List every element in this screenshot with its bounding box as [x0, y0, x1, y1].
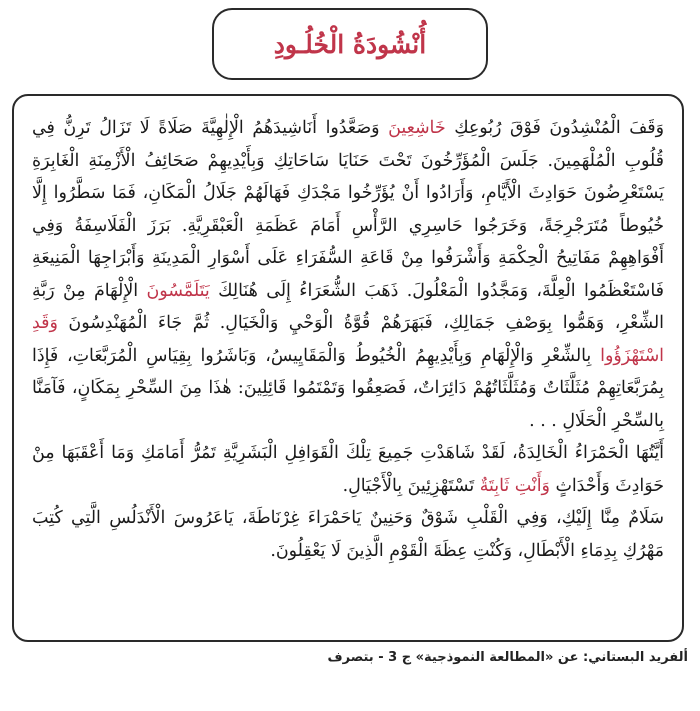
highlighted-phrase: وَأَنْتِ ثَابِتَةٌ: [479, 475, 550, 496]
highlighted-phrase: خَاشِعِينَ: [388, 118, 446, 138]
paragraph-3: [32, 502, 664, 567]
highlighted-phrase: يَتَلَمَّسُونَ: [146, 280, 210, 301]
paragraph-2: [32, 437, 664, 502]
text-segment: الْإِلْهَامَ مِنْ رَبَّةِ الشِّعْرِ، وَهَمُّوا بِوَصْفِ جَمَالِكِ، فَبَهَرَهُمْ قُوَّةُ الْوَحْيِ وَالْخَيَالِ. ثُمَّ جَاءَ الْمُهَنْدِسُونَ: [32, 280, 664, 333]
title-box: [212, 8, 488, 80]
text-segment: بِالشِّعْرِ وَالْإِلْهَامِ وَبِأَيْدِيهِمُ الْخُيُوطُ وَالْمَقَايِيسُ، وَبَاشَرُوا بِقِيَاسِ الْمُرَبَّعَاتِ، فَإِذَا بِمُرَبَّعَاتِهِمْ مُثَلَّثَاتٌ وَمُثَلَّثَاتُهُمْ دَائِرَاتٌ، فَصَعِقُوا وَتَمْتَمُوا قَائِلِينَ: هٰذَا مِنَ السِّحْرِ بِمَكَانٍ، فَآمَنَّا بِالسِّحْرِ الْحَلَالِ . . .: [32, 345, 664, 431]
text-segment: وَصَعَّدُوا أَنَاشِيدَهُمُ الْإِلٰهِيَّةَ صَلَاةً لَا تَزَالُ تَرِنُّ فِي قُلُوبِ الْمُلْهَمِينَ. جَلَسَ الْمُؤَرِّخُونَ تَحْتَ حَنَايَا سَاحَاتِكِ وَبِأَيْدِيهِمْ صَحَائِفُ الْأَزْمِنَةِ الْغَابِرَةِ يَسْتَعْرِضُونَ حَوَادِثَ الْأَيَّامِ، وَأَرَادُوا أَنْ يُؤَرِّخُوا مَجْدَكِ فَهَالَهُمْ جَلَالُ الْمَكَانِ، فَمَا سَطَّرُوا إِلَّا خُيُوطاً مُتَرَجْرِجَةً، وَخَرَجُوا حَاسِرِي الرَّأْسِ أَمَامَ عَظَمَةِ الْعَبْقَرِيَّةِ. بَرَزَ الْفَلَاسِفَةُ وَفِي أَفْوَاهِهِمْ مَفَاتِيحُ الْحِكْمَةِ وَأَشْرَفُوا مِنْ قَاعَةِ السُّفَرَاءِ عَلَى أَسْوَارِ الْمَدِينَةِ وَأَبْرَاجِهَا الْمَنِيعَةِ فَاسْتَعْظَمُوا الْعِلَّةَ، وَمَجَّدُوا الْمَعْلُولَ. ذَهَبَ الشُّعَرَاءُ إِلَى هُنَالِكَ: [32, 118, 664, 301]
text-segment: تَسْتَهْزِئِينَ بِالْأَجْيَالِ.: [342, 475, 480, 496]
text-segment: وَقَفَ الْمُنْشِدُونَ فَوْقَ رُبُوعِكِ: [445, 118, 664, 138]
text-box: [12, 94, 684, 642]
poem-title: أُنْشُودَةُ الْخُلُـودِ: [273, 29, 427, 59]
text-segment: أَيَّتُهَا الْحَمْرَاءُ الْخَالِدَةُ، لَقَدْ شَاهَدْتِ جَمِيعَ تِلْكَ الْقَوَافِلِ الْبَشَرِيَّةِ تَمُرُّ أَمَامَكِ وَمَا أَعْقَبَهَا مِنْ حَوَادِثَ وَأَحْدَاثٍ: [32, 443, 664, 496]
source-credit: ألفريد البستاني: عن «المطالعة النموذجية» ج 3 - بتصرف: [327, 650, 688, 665]
highlighted-phrase: وَقَدِ اسْتَهْزَؤُوا: [32, 313, 664, 366]
paragraph-1: [32, 112, 664, 437]
text-segment: سَلَامٌ مِنَّا إِلَيْكِ، وَفِي الْقَلْبِ شَوْقٌ وَحَنِينٌ يَاحَمْرَاءَ غِرْنَاطَةَ، يَاعَرُوسَ الْأَنْدَلُسِ الَّتِي كُتِبَ مَهْرُكِ بِدِمَاءِ الْأَبْطَالِ، وَكُنْتِ عِظَةَ الْقَوْمِ الَّذِينَ لَا يَعْقِلُونَ.: [32, 508, 664, 561]
